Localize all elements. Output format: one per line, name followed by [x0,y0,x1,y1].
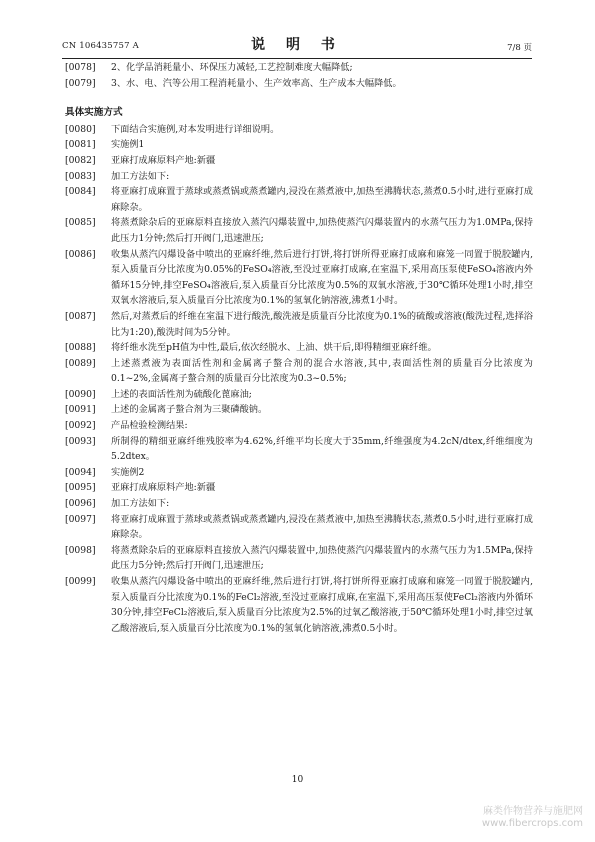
paragraph-number: [0087] [65,310,96,322]
paragraph-number: [0090] [65,388,96,400]
paragraph-number: [0085] [65,217,96,229]
paragraph [65,496,533,512]
paragraph-list [65,122,533,637]
paragraph [65,122,533,138]
paragraph-text: 上述的金属离子螯合剂为三聚磷酸钠。 [111,404,268,416]
paragraph-text: 实施例1 [111,139,145,151]
paragraph [65,465,533,481]
paragraph-text: 上述的表面活性剂为硫酸化蓖麻油; [111,388,252,400]
section-heading: 具体实施方式 [65,107,123,119]
paragraph-text: 2、化学品消耗量小、环保压力减轻,工艺控制难度大幅降低; [111,62,353,73]
paragraph-number: [0094] [65,466,96,478]
paragraph-number: [0099] [65,576,96,587]
paragraph [65,418,533,434]
paragraph [65,184,533,215]
paragraph-text: 3、水、电、汽等公用工程消耗量小、生产效率高、生产成本大幅降低。 [111,77,402,89]
paragraph [65,480,533,496]
paragraph-text: 将蒸煮除杂后的亚麻原料直接放入蒸汽闪爆装置中,加热使蒸汽闪爆装置内的水蒸气压力为1.5MPa,保持此压力5分钟;然后打开阀门,迅速泄压; [111,544,533,572]
paragraph-text: 下面结合实施例,对本发明进行详细说明。 [111,123,280,135]
paragraph-number: [0093] [65,435,96,447]
paragraph-text: 将蒸煮除杂后的亚麻原料直接放入蒸汽闪爆装置中,加热使蒸汽闪爆装置内的水蒸气压力为1.0MPa,保持此压力1分钟;然后打开阀门,迅速泄压; [111,217,533,244]
paragraph-text: 收集从蒸汽闪爆设备中喷出的亚麻纤维,然后进行打饼,将打饼所得亚麻打成麻和麻笼一同置于脱胶罐内,泵入质量百分比浓度为0.1%的FeCl₂溶液,至没过亚麻打成麻,在室温下,采用高压泵使FeCl₂溶液内外循环30分钟,排空FeCl₂溶液后,泵入质量百分比浓度为2.5%的过氧乙酸溶液,于50℃循环处理1小时,排空过氧乙酸溶液后,泵入质量百分比浓度为0.1%的氢氧化钠溶液,沸煮0.5小时。 [111,576,533,634]
paragraph-number: [0097] [65,513,96,525]
paragraph-number: [0086] [65,248,96,260]
paragraph-text: 所制得的精细亚麻纤维残胶率为4.62%,纤维平均长度大于35mm,纤维强度为4.2cN/dtex,纤维细度为5.2dtex。 [111,435,533,463]
paragraph [65,543,533,574]
paragraph [65,387,533,403]
paragraph-number: [0092] [65,420,96,432]
paragraph-text: 上述蒸煮液为表面活性剂和金属离子螯合剂的混合水溶液,其中,表面活性剂的质量百分比浓度为0.1~2%,金属离子螯合剂的质量百分比浓度为0.3~0.5%; [111,357,533,385]
paragraph [65,434,533,465]
paragraph-number: [0082] [65,154,96,166]
paragraph-number: [0091] [65,404,96,416]
paragraph-number: [0088] [65,342,96,354]
paragraph [65,402,533,418]
paragraph-text: 亚麻打成麻原料产地:新疆 [111,482,216,494]
watermark-title: 麻类作物营养与施肥网 [483,806,583,817]
paragraph [65,309,533,340]
patent-number: CN 106435757 A [62,41,139,51]
paragraph-number: [0098] [65,544,96,556]
paragraph [65,169,533,185]
page-indicator: 7/8 页 [507,43,532,53]
paragraph-number: [0084] [65,186,96,198]
paragraph-text: 将纤维水洗至pH值为中性,最后,依次经脱水、上油、烘干后,即得精细亚麻纤维。 [111,342,437,354]
paragraph-number: [0096] [65,498,96,510]
paragraph [65,512,533,543]
paragraph [65,574,533,636]
paragraph [65,340,533,356]
watermark-url: www.fibercrops.com [481,818,583,829]
watermark [482,806,583,830]
paragraph-number: [0089] [65,357,96,369]
paragraph-text: 加工方法如下: [111,170,170,182]
page-number: 10 [291,775,304,785]
paragraph-number: [0081] [65,139,96,151]
paragraph-text: 产品检验检测结果: [111,420,188,432]
document-title: 说 明 书 [251,37,343,53]
paragraph-number: [0079] [65,77,96,89]
paragraph-text: 亚麻打成麻原料产地:新疆 [111,154,216,166]
paragraph [65,153,533,169]
paragraph-text: 收集从蒸汽闪爆设备中喷出的亚麻纤维,然后进行打饼,将打饼所得亚麻打成麻和麻笼一同置于脱胶罐内,泵入质量百分比浓度为0.05%的FeSO₄溶液,至没过亚麻打成麻,在室温下,采用高压泵使FeSO₄溶液内外循环15分钟,排空FeSO₄溶液后,泵入质量百分比浓度为0.5%的双氧水溶液,于30℃循环处理1小时,排空双氧水溶液后,泵入质量百分比浓度为0.1%的氢氧化钠溶液,沸煮1小时。 [111,248,533,307]
document-body [65,60,533,636]
paragraph-text: 将亚麻打成麻置于蒸球或蒸煮锅或蒸煮罐内,浸没在蒸煮液中,加热至沸腾状态,蒸煮0.5小时,进行亚麻打成麻除杂。 [111,186,533,213]
paragraph-number: [0095] [65,482,96,494]
paragraph [65,215,533,246]
paragraph [65,60,533,76]
paragraph-number: [0078] [65,62,96,73]
paragraph-text: 将亚麻打成麻置于蒸球或蒸煮锅或蒸煮罐内,浸没在蒸煮液中,加热至沸腾状态,蒸煮0.5小时,进行亚麻打成麻除杂。 [111,513,533,541]
paragraph [65,356,533,387]
paragraph [65,76,533,92]
paragraph-number: [0080] [65,123,96,135]
paragraph [65,137,533,153]
paragraph [65,247,533,309]
page-header [62,34,532,59]
paragraph-text: 实施例2 [111,466,145,478]
paragraph-text: 然后,对蒸煮后的纤维在室温下进行酸洗,酸洗液是质量百分比浓度为0.1%的硫酸或溶液(酸洗过程,选择浴比为1:20),酸洗时间为5分钟。 [111,310,533,338]
paragraph-text: 加工方法如下: [111,498,170,510]
paragraph-number: [0083] [65,170,96,182]
